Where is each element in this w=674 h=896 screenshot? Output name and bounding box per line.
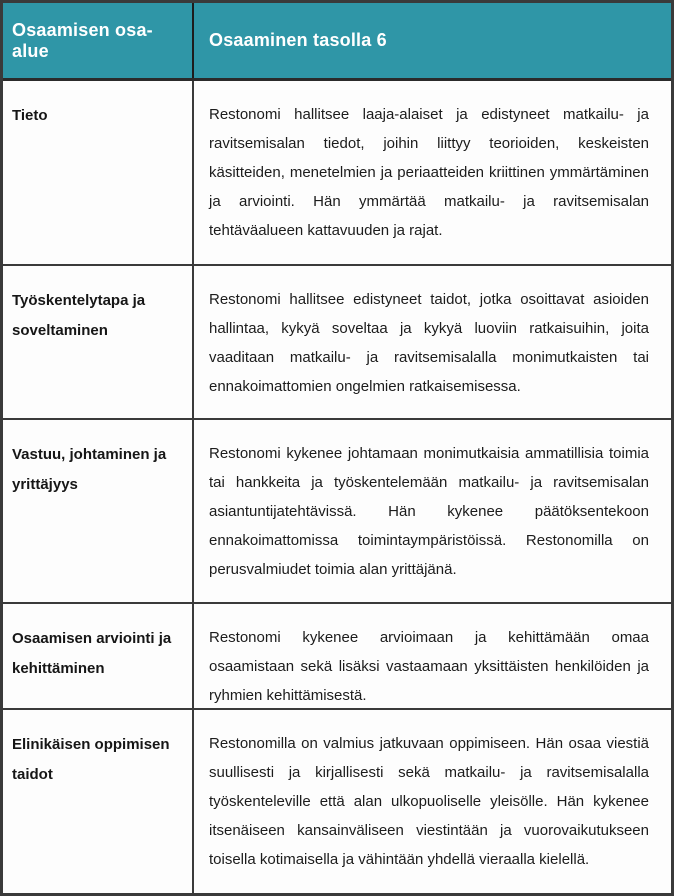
row-label-cell <box>3 81 194 264</box>
row-description: Restonomilla on valmius jatkuvaan oppimiseen. Hän osaa viestiä suullisesti ja kirjallisesti sekä matkailu- ja ravitsemisalalla työskenteleville että alan ulkopuoliselle yleisölle. Hän kykenee itsenäiseen kansainväliseen viestintään ja vuorovaikutukseen toisella kotimaisella ja vähintään yhdellä vieraalla kielellä. <box>209 735 649 868</box>
row-label: Vastuu, johtaminen ja yrittäjyys <box>12 446 167 493</box>
row-label: Työskentelytapa ja soveltaminen <box>12 292 146 339</box>
table-header-row <box>3 3 671 81</box>
row-description: Restonomi hallitsee edistyneet taidot, jotka osoittavat asioiden hallintaa, kykyä soveltaa ja kykyä luoviin ratkaisuihin, joita vaaditaan matkailu- ja ravitsemisalalla monimutkaisten tai ennakoimattomien ongelmien ratkaisemisessa. <box>209 291 649 395</box>
row-description-cell <box>194 266 671 418</box>
table-row-tyoskentelytapa <box>3 266 671 420</box>
table-row-vastuu <box>3 420 671 604</box>
row-description-cell <box>194 604 671 708</box>
header-label-competence-area: Osaamisen osa-alue <box>12 19 153 61</box>
row-label-cell <box>3 604 194 708</box>
row-label: Tieto <box>12 107 48 124</box>
row-description: Restonomi kykenee johtamaan monimutkaisia ammatillisia toimia tai hankkeita ja työskentelemään matkailu- ja ravitsemisalan asiantuntijatehtävissä. Hän kykenee päätöksentekoon ennakoimattomissa toimintaympäristöissä. Restonomilla on perusvalmiudet toimia alan yrittäjänä. <box>209 445 649 578</box>
header-cell-level6 <box>194 3 671 78</box>
row-label-cell <box>3 710 194 893</box>
row-label-cell <box>3 266 194 418</box>
row-description-cell <box>194 420 671 602</box>
row-description-cell <box>194 710 671 893</box>
row-label: Elinikäisen oppimisen taidot <box>12 736 170 783</box>
row-description: Restonomi hallitsee laaja-alaiset ja edistyneet matkailu- ja ravitsemisalan tiedot, joihin liittyy teorioiden, keskeisten käsitteiden, menetelmien ja periaatteiden kriittinen ymmärtäminen ja arviointi. Hän ymmärtää matkailu- ja ravitsemisalan tehtäväalueen kattavuuden ja rajat. <box>209 106 649 239</box>
header-label-level6: Osaaminen tasolla 6 <box>209 30 387 50</box>
table-row-arviointi <box>3 604 671 710</box>
table-row-tieto <box>3 81 671 266</box>
row-label-cell <box>3 420 194 602</box>
row-description: Restonomi kykenee arvioimaan ja kehittämään omaa osaamistaan sekä lisäksi vastaamaan yksittäisten henkilöiden ja ryhmien kehittämisestä. <box>209 629 649 704</box>
header-cell-competence-area <box>3 3 194 78</box>
table-row-elinikainen <box>3 710 671 893</box>
row-label: Osaamisen arviointi ja kehittäminen <box>12 630 172 677</box>
row-description-cell <box>194 81 671 264</box>
